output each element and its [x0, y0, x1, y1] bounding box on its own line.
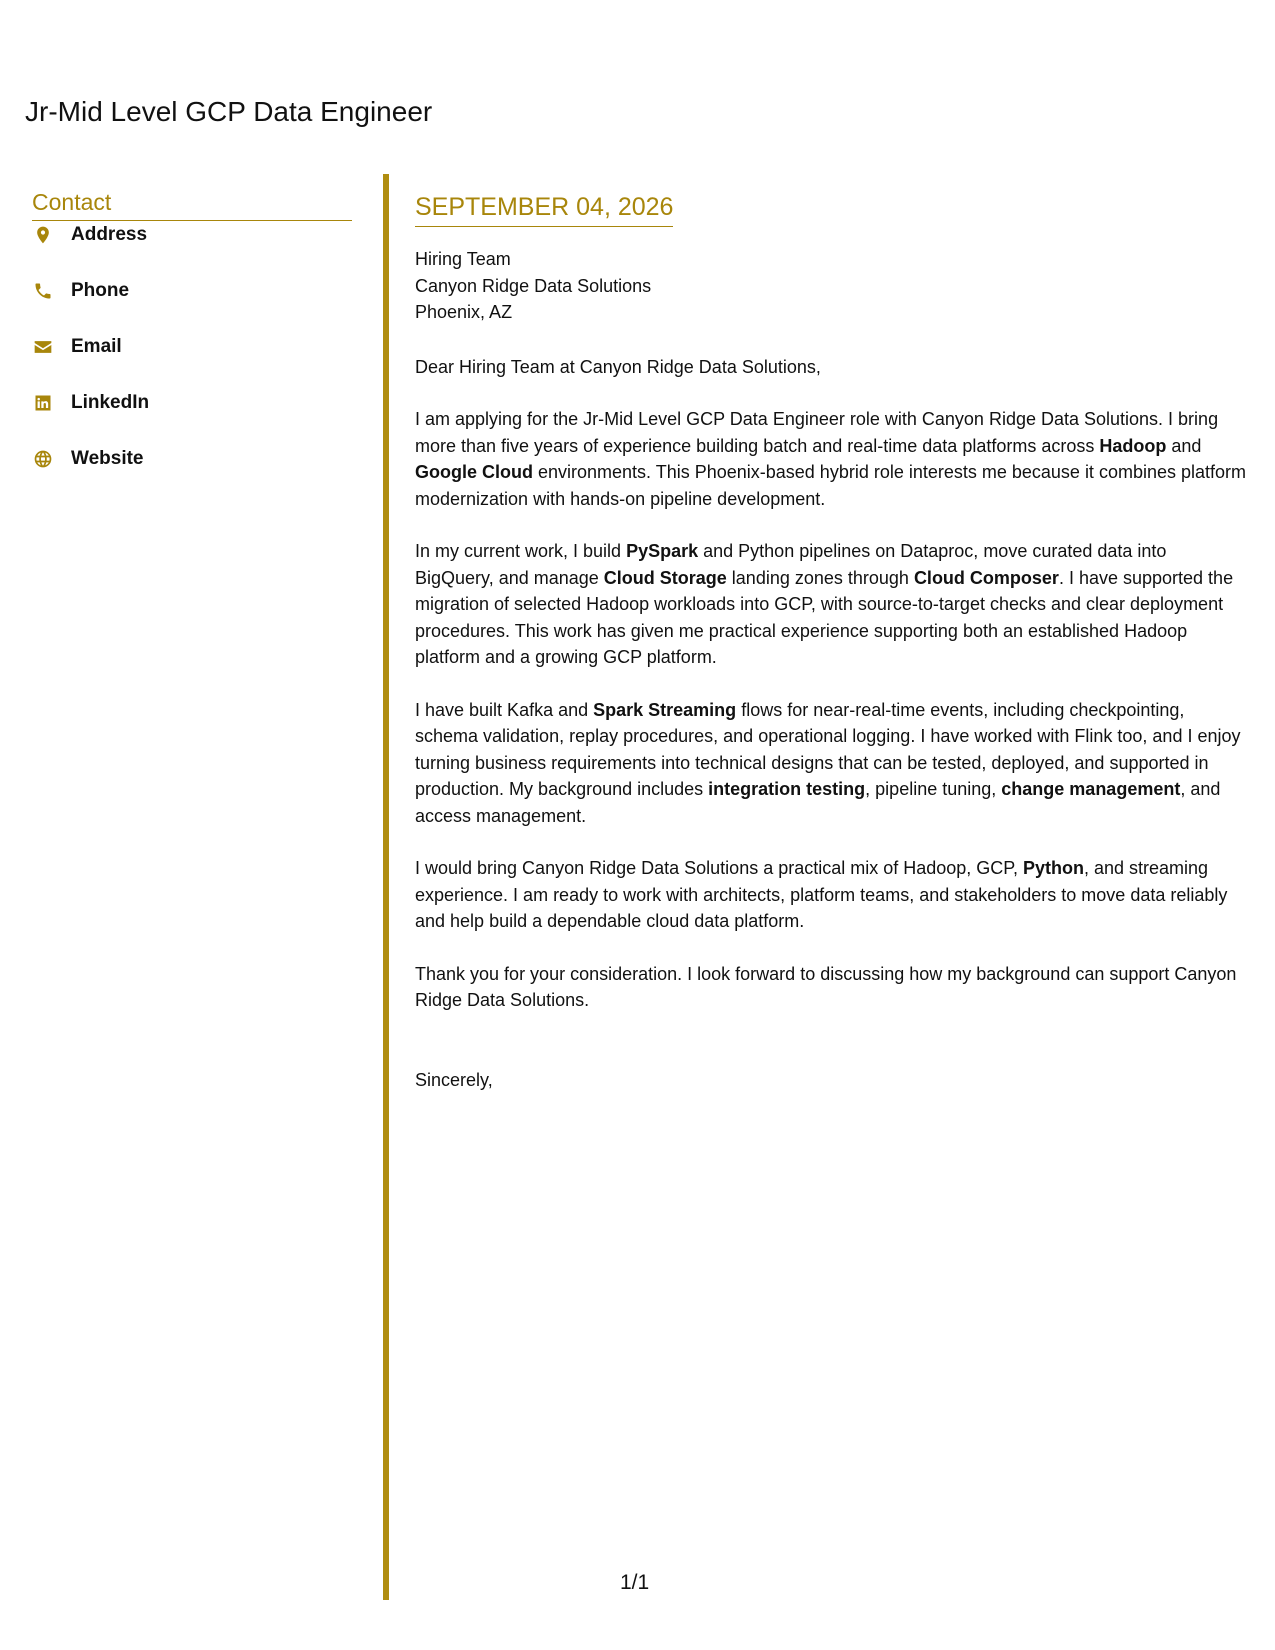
phone-icon — [32, 280, 54, 302]
recipient-company: Canyon Ridge Data Solutions — [415, 275, 652, 296]
recipient-name: Hiring Team — [415, 249, 511, 269]
recipient-block — [415, 246, 1250, 326]
closing: Sincerely, — [415, 1069, 493, 1090]
text-run: I would bring Canyon Ridge Data Solutions a practical mix of Hadoop, GCP, — [415, 858, 1023, 878]
paragraph-3 — [415, 697, 1250, 830]
text-run: flows for near-real-time events, including checkpointing, schema validation, replay procedures, and operational logging. I have worked with Flink too, and I enjoy turning business requirements into technical designs that can be tested, deployed, and supported in production. My background includes — [415, 699, 1241, 799]
job-title: Jr-Mid Level GCP Data Engineer — [25, 96, 433, 127]
text-run: , and access management. — [415, 779, 1221, 826]
contact-label-email: Email — [71, 336, 122, 357]
text-run: I am applying for the Jr-Mid Level GCP Data Engineer role with Canyon Ridge Data Solutions. I bring more than five years of experience building batch and real-time data platforms across — [415, 409, 1219, 456]
text-run: . I have supported the migration of selected Hadoop workloads into GCP, with source-to-target checks and clear deployment procedures. This work has given me practical experience supporting both an established Hadoop platform and a growing GCP platform. — [415, 567, 1234, 667]
keyword: Spark Streaming — [593, 699, 737, 720]
contact-sidebar — [32, 187, 352, 469]
text-run: , and streaming experience. I am ready to work with architects, platform teams, and stakeholders to move data reliably and help build a dependable cloud data platform. — [415, 858, 1228, 931]
text-run: , pipeline tuning, — [865, 779, 1002, 799]
keyword: Cloud Storage — [603, 567, 727, 588]
keyword: Python — [1023, 858, 1084, 878]
recipient-location: Phoenix, AZ — [415, 302, 513, 322]
keyword: Cloud Composer — [913, 567, 1059, 588]
text-run: and Python pipelines on Dataproc, move curated data into BigQuery, and manage — [415, 541, 1167, 588]
cover-letter — [415, 190, 1250, 1093]
keyword: integration testing — [708, 779, 866, 799]
text-run: In my current work, I build — [415, 541, 627, 561]
paragraph-1 — [415, 406, 1250, 512]
linkedin-icon — [32, 392, 54, 414]
map-pin-icon — [32, 224, 54, 246]
contact-label-phone: Phone — [71, 280, 130, 301]
contact-label-website: Website — [71, 448, 144, 469]
paragraph-2 — [415, 538, 1250, 671]
keyword: PySpark — [626, 541, 699, 561]
text-run: landing zones through — [726, 567, 914, 588]
letter-date: SEPTEMBER 04, 2026 — [415, 190, 673, 227]
contact-label-address: Address — [71, 224, 148, 245]
contact-heading: Contact — [32, 187, 352, 221]
page-number: 1/1 — [620, 1571, 650, 1594]
vertical-divider — [383, 174, 389, 1600]
text-run: environments. This Phoenix-based hybrid role interests me because it combines platform modernization with hands-on pipeline development. — [415, 462, 1246, 509]
contact-label-linkedin: LinkedIn — [71, 392, 150, 413]
paragraph-4 — [415, 855, 1250, 935]
text-run: Thank you for your consideration. I look forward to discussing how my background can support Canyon Ridge Data Solutions. — [415, 963, 1237, 1010]
salutation: Dear Hiring Team at Canyon Ridge Data Solutions, — [415, 356, 821, 377]
text-run: I have built Kafka and — [415, 699, 594, 720]
keyword: Hadoop — [1099, 435, 1167, 456]
keyword: change management — [1001, 779, 1181, 799]
keyword: Google Cloud — [415, 462, 533, 482]
globe-icon — [32, 448, 54, 470]
text-run: and — [1166, 435, 1202, 456]
paragraph-5 — [415, 961, 1250, 1014]
envelope-icon — [32, 336, 54, 358]
